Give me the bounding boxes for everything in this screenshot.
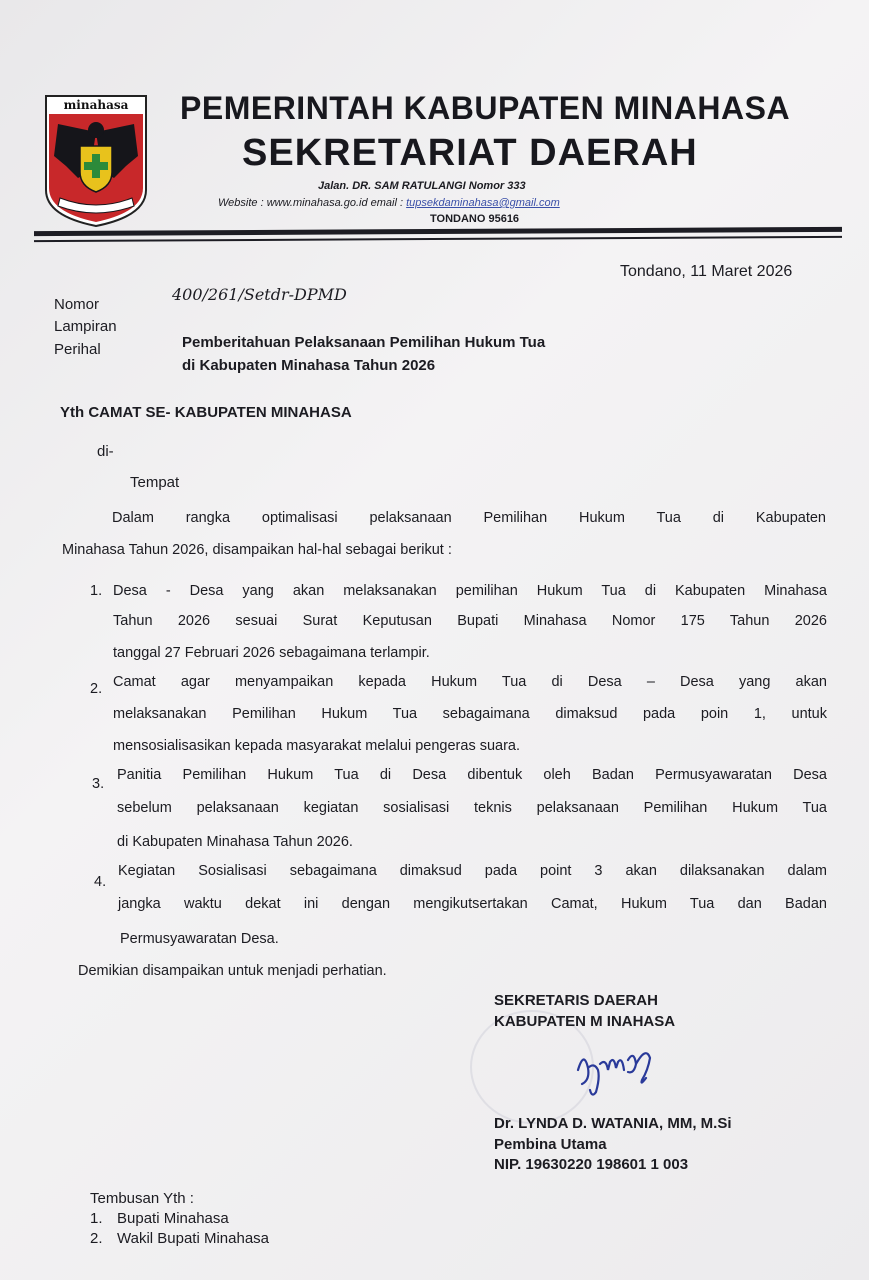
item-3-line-2: sebelum pelaksanaan kegiatan sosialisasi teknis pelaksanaan Pemilihan Hukum Tua	[117, 800, 827, 816]
handwritten-signature	[570, 1040, 680, 1105]
nomor-value-handwritten: 400/261/Setdr-DPMD	[172, 285, 347, 304]
intro-line-2: Minahasa Tahun 2026, disampaikan hal-hal sebagai berikut :	[62, 542, 452, 558]
item-number: 3.	[92, 776, 105, 792]
item-number: 1.	[90, 583, 103, 599]
cc-title: Tembusan Yth :	[90, 1190, 194, 1207]
item-4-line-1: Kegiatan Sosialisasi sebagaimana dimaksud pada point 3 akan dilaksanakan dalam	[118, 863, 827, 879]
letterhead-title-secretariat: SEKRETARIAT DAERAH	[242, 132, 698, 174]
signatory-position-2: KABUPATEN M INAHASA	[494, 1013, 676, 1030]
intro-line-1: Dalam rangka optimalisasi pelaksanaan Pemilihan Hukum Tua di Kabupaten	[112, 510, 826, 526]
addressee-tempat: Tempat	[130, 474, 180, 491]
item-1-line-1: Desa - Desa yang akan melaksanakan pemilihan Hukum Tua di Kabupaten Minahasa	[113, 583, 827, 599]
item-1-line-3: tanggal 27 Februari 2026 sebagaimana terlampir.	[113, 645, 430, 661]
item-number: 4.	[94, 874, 107, 890]
regency-logo	[44, 94, 148, 228]
letterhead-title-government: PEMERINTAH KABUPATEN MINAHASA	[180, 90, 791, 126]
signatory-position-1: SEKRETARIS DAERAH	[494, 992, 658, 1009]
perihal-label: Perihal	[54, 341, 101, 358]
logo-text: minahasa	[63, 98, 129, 112]
cc-item-number: 1.	[90, 1210, 103, 1227]
item-3-line-3: di Kabupaten Minahasa Tahun 2026.	[117, 834, 353, 850]
cc-item-1: Bupati Minahasa	[117, 1210, 229, 1227]
signatory-rank: Pembina Utama	[494, 1136, 607, 1153]
letterhead-city-postal: TONDANO 95616	[430, 213, 520, 225]
letterhead-website: Website : www.minahasa.go.id email :	[218, 197, 404, 209]
perihal-line-2: di Kabupaten Minahasa Tahun 2026	[182, 357, 436, 374]
letterhead-divider-thin	[34, 236, 842, 242]
cc-item-number: 2.	[90, 1230, 103, 1247]
letterhead-address: Jalan. DR. SAM RATULANGI Nomor 333	[318, 180, 526, 192]
item-number: 2.	[90, 681, 103, 697]
lampiran-label: Lampiran	[54, 318, 117, 335]
signatory-nip: NIP. 19630220 198601 1 003	[494, 1156, 689, 1173]
perihal-line-1: Pemberitahuan Pelaksanaan Pemilihan Hukum Tua	[182, 334, 546, 351]
addressee-di: di-	[97, 443, 114, 460]
nomor-label: Nomor	[54, 296, 100, 313]
item-2-line-1: Camat agar menyampaikan kepada Hukum Tua di Desa – Desa yang akan	[113, 674, 827, 690]
item-4-line-2: jangka waktu dekat ini dengan mengikutsertakan Camat, Hukum Tua dan Badan	[118, 896, 827, 912]
signatory-name: Dr. LYNDA D. WATANIA, MM, M.Si	[494, 1115, 732, 1132]
item-4-line-3: Permusyawaratan Desa.	[120, 931, 279, 947]
letterhead-email-link[interactable]: tupsekdaminahasa@gmail.com	[406, 197, 560, 209]
item-2-line-2: melaksanakan Pemilihan Hukum Tua sebagaimana dimaksud pada poin 1, untuk	[113, 706, 827, 722]
item-1-line-2: Tahun 2026 sesuai Surat Keputusan Bupati Minahasa Nomor 175 Tahun 2026	[113, 613, 827, 629]
letterhead-divider-thick	[34, 227, 842, 236]
item-2-line-3: mensosialisasikan kepada masyarakat melalui pengeras suara.	[113, 738, 521, 754]
item-3-line-1: Panitia Pemilihan Hukum Tua di Desa dibentuk oleh Badan Permusyawaratan Desa	[117, 767, 827, 783]
letter-date: Tondano, 11 Maret 2026	[620, 263, 793, 280]
addressee: Yth CAMAT SE- KABUPATEN MINAHASA	[60, 404, 352, 421]
cc-item-2: Wakil Bupati Minahasa	[117, 1230, 270, 1247]
letterhead-contact	[218, 197, 560, 209]
closing-line: Demikian disampaikan untuk menjadi perhatian.	[78, 963, 387, 979]
